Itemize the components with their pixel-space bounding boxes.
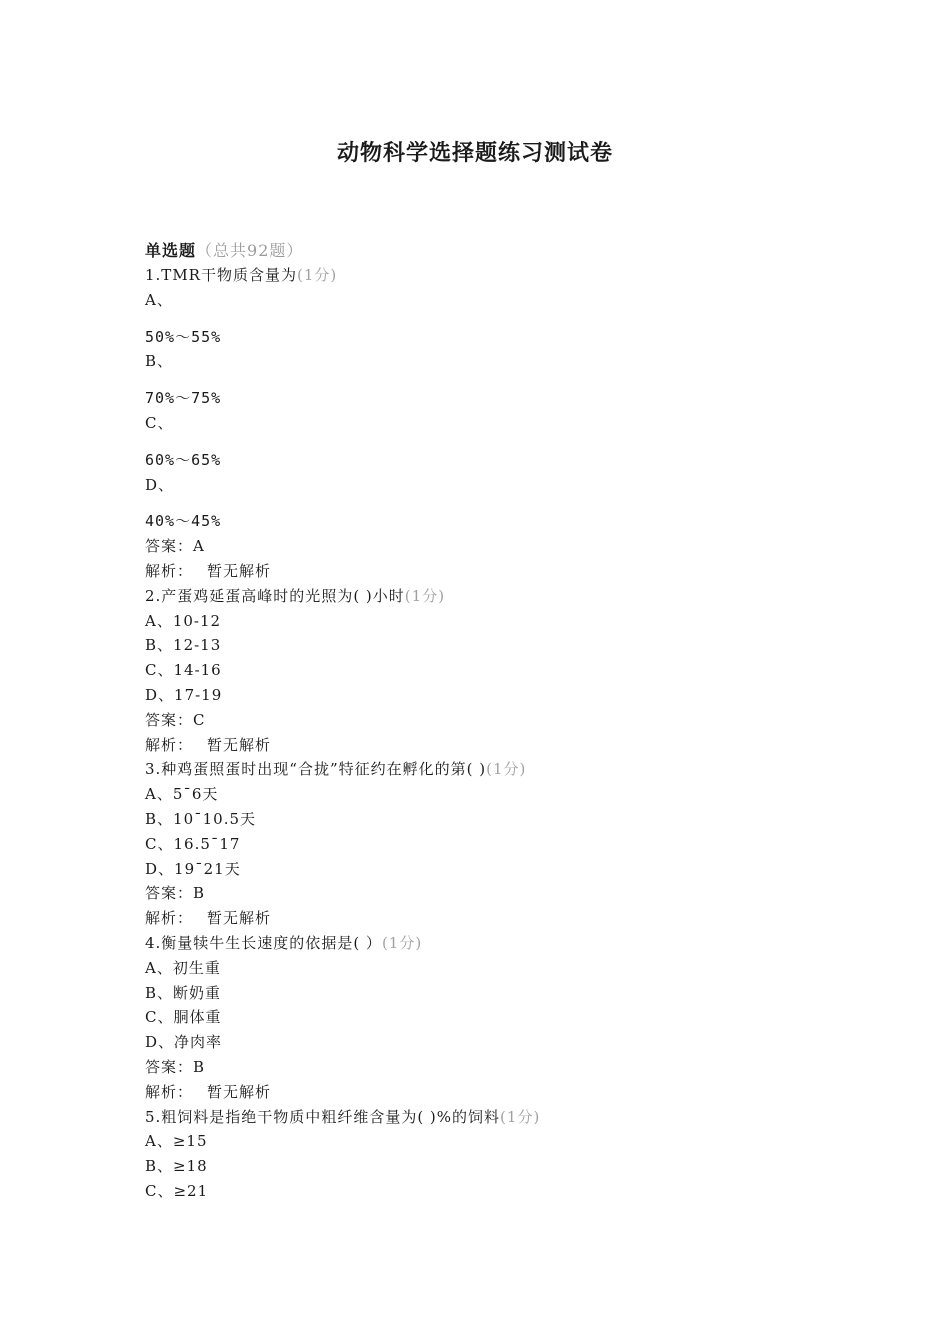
option-label: A、 — [145, 290, 173, 309]
option-line — [145, 832, 845, 857]
option-label: B、 — [145, 1157, 174, 1176]
option-label: C、 — [145, 834, 174, 853]
analysis-line — [145, 906, 845, 931]
option-line — [145, 1030, 845, 1055]
question-stem — [145, 1105, 845, 1130]
question-list — [145, 238, 845, 1204]
option-line — [145, 782, 845, 807]
option-label: B、 — [145, 983, 174, 1002]
option-text: 70%～75% — [145, 389, 222, 408]
option-line — [145, 658, 845, 683]
option-line — [145, 981, 845, 1006]
analysis-line — [145, 1080, 845, 1105]
question-text: 5.粗饲料是指绝干物质中粗纤维含量为( )%的饲料 — [145, 1107, 501, 1126]
option-text: 10-12 — [172, 611, 222, 630]
answer-label: 答案： — [145, 710, 194, 729]
question-score: (1分) — [500, 1107, 541, 1126]
option-text: 12-13 — [173, 636, 222, 655]
option-text: ≥18 — [173, 1157, 208, 1176]
answer-label: 答案： — [145, 537, 194, 556]
question-text: 2.产蛋鸡延蛋高峰时的光照为( )小时 — [145, 586, 405, 605]
option-text: 5¯6天 — [172, 785, 219, 804]
option-label: C、 — [145, 1008, 174, 1027]
option-label: B、 — [145, 636, 174, 655]
answer-value: A — [193, 537, 205, 556]
answer-line — [145, 1055, 845, 1080]
option-text: ≥15 — [172, 1132, 208, 1151]
option-text: 14-16 — [173, 661, 222, 680]
option-line — [145, 1129, 845, 1154]
question-score: (1分) — [404, 586, 446, 605]
answer-value: B — [193, 884, 206, 903]
question-score: (1分) — [486, 760, 527, 779]
option-text: 60%～65% — [145, 450, 222, 469]
option-text: ≥21 — [173, 1181, 209, 1200]
option-line — [145, 683, 845, 708]
option-line — [145, 1005, 845, 1030]
question-score: (1分) — [381, 933, 423, 952]
option-label: D、 — [145, 685, 175, 704]
option-text: 16.5¯17 — [173, 834, 241, 853]
question-score: (1分) — [296, 266, 338, 284]
option-label: B、 — [145, 809, 174, 828]
analysis-label: 解析： — [145, 909, 194, 928]
section-heading — [145, 238, 845, 263]
analysis-label: 解析： — [145, 735, 194, 754]
question-text: 1.TMR干物质含量为 — [145, 266, 297, 284]
answer-line — [145, 534, 845, 559]
option-text: 净肉率 — [174, 1033, 223, 1052]
option-label: A、 — [145, 785, 173, 804]
answer-value: B — [193, 1057, 206, 1076]
option-line — [145, 633, 845, 658]
question-text: 4.衡量犊牛生长速度的依据是( ） — [145, 933, 382, 952]
answer-label: 答案： — [145, 884, 194, 903]
analysis-value: 暂无解析 — [207, 735, 272, 754]
analysis-line — [145, 733, 845, 758]
option-label: A、 — [145, 611, 173, 630]
option-text: 40%～45% — [145, 512, 222, 531]
analysis-label: 解析： — [145, 561, 194, 580]
option-line — [145, 1179, 845, 1204]
option-line — [145, 609, 845, 634]
option-label: C、 — [145, 1181, 174, 1200]
question-text: 3.种鸡蛋照蛋时出现“合拢”特征约在孵化的第( ) — [145, 760, 487, 779]
analysis-label: 解析： — [145, 1082, 194, 1101]
answer-label: 答案： — [145, 1057, 194, 1076]
option-line — [145, 857, 845, 882]
section-label: 单选题 — [145, 241, 197, 260]
answer-line — [145, 881, 845, 906]
analysis-value: 暂无解析 — [207, 561, 272, 580]
page-title: 动物科学选择题练习测试卷 — [336, 140, 613, 166]
option-label: C、 — [145, 413, 174, 432]
option-line — [145, 956, 845, 981]
question-stem — [145, 757, 845, 782]
answer-line — [145, 708, 845, 733]
option-text: 50%～55% — [145, 327, 222, 346]
analysis-line — [145, 559, 845, 584]
question-stem — [145, 931, 845, 956]
option-label: D、 — [145, 475, 175, 494]
option-label: C、 — [145, 661, 174, 680]
option-text: 断奶重 — [173, 983, 222, 1002]
question-stem — [145, 263, 845, 288]
option-label: D、 — [145, 859, 175, 878]
option-label: A、 — [145, 1132, 173, 1151]
answer-value: C — [193, 710, 206, 729]
option-text: 初生重 — [172, 958, 221, 977]
option-text: 胴体重 — [173, 1008, 222, 1027]
option-label: B、 — [145, 352, 174, 371]
section-count: （总共92题） — [196, 241, 304, 260]
analysis-value: 暂无解析 — [207, 1082, 272, 1101]
question-stem — [145, 584, 845, 609]
option-label: A、 — [145, 958, 173, 977]
option-text: 19¯21天 — [174, 859, 241, 878]
option-label: D、 — [145, 1033, 175, 1052]
option-line — [145, 807, 845, 832]
option-line — [145, 1154, 845, 1179]
option-text: 17-19 — [174, 685, 223, 704]
option-text: 10¯10.5天 — [173, 809, 257, 828]
analysis-value: 暂无解析 — [207, 909, 272, 928]
